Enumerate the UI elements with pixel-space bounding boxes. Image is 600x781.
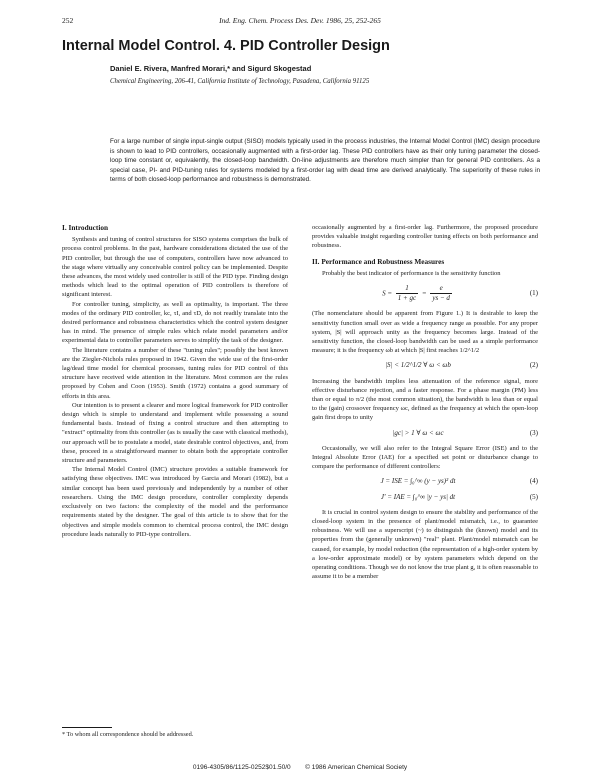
paragraph: (The nomenclature should be apparent from Figure 1.) It is desirable to keep the sensitivity function small over as wide a frequency range as possible. For any proper system, |S| will approach unity as the frequency becomes large. Instead of the sensitivity function, the closed-loop bandwidth can be used as a simple performance measure; it is the frequency ωb at which |S| first reaches 1/2^1/2 bbox=[312, 310, 538, 355]
equation-number: (2) bbox=[529, 361, 538, 370]
paragraph: Occasionally, we will also refer to the Integral Square Error (ISE) and to the Integral Absolute Error (IAE) for a specified set point or disturbance change to compare the performance of different controllers: bbox=[312, 444, 538, 471]
page-footer bbox=[0, 764, 600, 771]
eq1-fraction-2: $\frac{e}{ys - d}$ bbox=[432, 284, 450, 303]
paragraph: occasionally augmented by a first-order lag. Furthermore, the proposed procedure provides valuable insight regarding controller tuning effects on both performance and robustness. bbox=[312, 224, 538, 250]
left-column bbox=[62, 223, 288, 539]
paragraph: Synthesis and tuning of control structures for SISO systems comprises the bulk of process control problems. In the past, hardware considerations dictated the use of the PID controller, but through the use of computers, controllers have now advanced to the stage where virtually any conceivable control policy can be implemented. Despite these advances, the most widely used controller is still of the PID type. Finding design methods which lead to the optimal operation of PID controllers is therefore of significant interest. bbox=[62, 236, 288, 299]
footnote: * To whom all correspondence should be addressed. bbox=[62, 731, 194, 738]
author-affiliation: Chemical Engineering, 206-41, California Institute of Technology, Pasadena, California 91125 bbox=[110, 78, 370, 85]
equation-number: (4) bbox=[529, 477, 538, 486]
equation-5: J' = IAE = ∫₀^∞ |y − ys| dt (5) bbox=[380, 492, 538, 501]
eq1-fraction-1: $\frac{1}{1 + gc}$ bbox=[397, 284, 417, 303]
article-title: Internal Model Control. 4. PID Controller Design bbox=[62, 38, 390, 54]
paragraph: Increasing the bandwidth implies less attenuation of the reference signal, more effective disturbance rejection, and a faster response. For a phase margin (PM) less than or equal to π/2 (the most common situation), the bandwidth is less than or equal to the (gain) crossover frequency ωc, defined as the frequency at which the open-loop gain first drops to unity bbox=[312, 377, 538, 422]
author-list: Daniel E. Rivera, Manfred Morari,* and Sigurd Skogestad bbox=[110, 64, 312, 73]
paragraph: The literature contains a number of these "tuning rules"; possibly the best known are the Ziegler-Nichols rules proposed in 1942. Given the wide use of the first-order lag/dead time model for chemical processes, tuning rules for PID control of this structure have received wide attention in the literature. Most common are the rules proposed by Cohen and Coon (1953). Smith (1972) contains a good summary of efforts in this area. bbox=[62, 346, 288, 400]
equation-4: J = ISE = ∫₀^∞ (y − ys)² dt (4) bbox=[380, 477, 538, 486]
paragraph: Probably the best indicator of performance is the sensitivity function bbox=[322, 269, 501, 277]
abstract: For a large number of single input-single output (SISO) models typically used in the process industries, the Internal Model Control (IMC) design procedure is shown to lead to PID controllers, occasionally augmented with a first-order lag. These PID controllers have as their only tuning parameter the closed-loop time constant or, equivalently, the closed-loop bandwidth. On-line adjustments are therefore much simpler than for general PID controllers. As a special case, PI- and PID-tuning rules for systems modeled by a first-order lag with dead time are derived analytically. The superiority of these rules in terms of both closed-loop performance and robustness is demonstrated. bbox=[110, 138, 540, 184]
equation-2: |S| < 1/2^1/2 ∀ ω < ωb (2) bbox=[385, 361, 538, 370]
paragraph: For controller tuning, simplicity, as well as optimality, is important. The three modes of the ordinary PID controller, kc, τI, and τD, do not readily translate into the desired performance and robustness characteristics which the control system designer has in mind. The presence of simple rules which relate model parameters and/or experimental data to controller parameters serves to simplify the task of the designer. bbox=[62, 300, 288, 345]
section-heading-performance: II. Performance and Robustness Measures bbox=[312, 256, 445, 266]
footnote-rule bbox=[62, 727, 112, 728]
paragraph: The Internal Model Control (IMC) structure provides a suitable framework for satisfying these objectives. IMC was introduced by Garcia and Morari (1982), but a similar concept has been used previously and independently by a number of other researchers. Using the IMC design procedure, controller complexity depends exclusively on two factors: the complexity of the model and the performance requirements stated by the designer. The goal of this article is to show that for the objectives and simple models common to chemical process control, the IMC design procedure leads naturally to PID-type controllers. bbox=[62, 466, 288, 538]
equation-3: |gc| > 1 ∀ ω < ωc (3) bbox=[392, 428, 538, 437]
copyright: © 1986 American Chemical Society bbox=[305, 764, 408, 771]
paragraph: It is crucial in control system design to ensure the stability and performance of the closed-loop system in the presence of plant/model mismatch, i.e., to guarantee robustness. We will use a superscript (~) to distinguish the (known) model and its properties from the (generally unknown) "real" plant. Plant/model mismatch can be caused, for example, by model reduction (the representation of a high-order system by a low-order approximate model) or by system parameters which depend on the operating conditions. Though we do not know the true plant g, it is often reasonable to assume it to be a member bbox=[312, 508, 538, 581]
article-code: 0196-4305/86/1125-0252$01.50/0 bbox=[192, 764, 291, 771]
equation-1: S = $\frac{1}{1 + gc}$ = $\frac{e}{ys - d}$ (1) bbox=[382, 284, 538, 303]
equation-number: (1) bbox=[529, 289, 538, 298]
equation-number: (5) bbox=[529, 492, 538, 501]
paragraph: Our intention is to present a clearer and more logical framework for PID controller design which is simple to understand and implement while possessing a sound fundamental basis. Instead of fixing a control structure and then attempting to "extract" optimality from this controller (as is usually the case with classical methods), our approach will be to postulate a model, state desirable control objectives, and, from these, proceed in a straightforward manner to obtain both the appropriate controller structure and parameters. bbox=[62, 401, 288, 465]
eq1-lhs: S = bbox=[382, 289, 393, 298]
section-heading-introduction: I. Introduction bbox=[62, 223, 109, 232]
right-column bbox=[312, 223, 538, 582]
equation-number: (3) bbox=[529, 428, 538, 437]
journal-citation: Ind. Eng. Chem. Process Des. Dev. 1986, 25, 252-265 bbox=[219, 16, 381, 25]
page-number: 252 bbox=[62, 16, 74, 25]
